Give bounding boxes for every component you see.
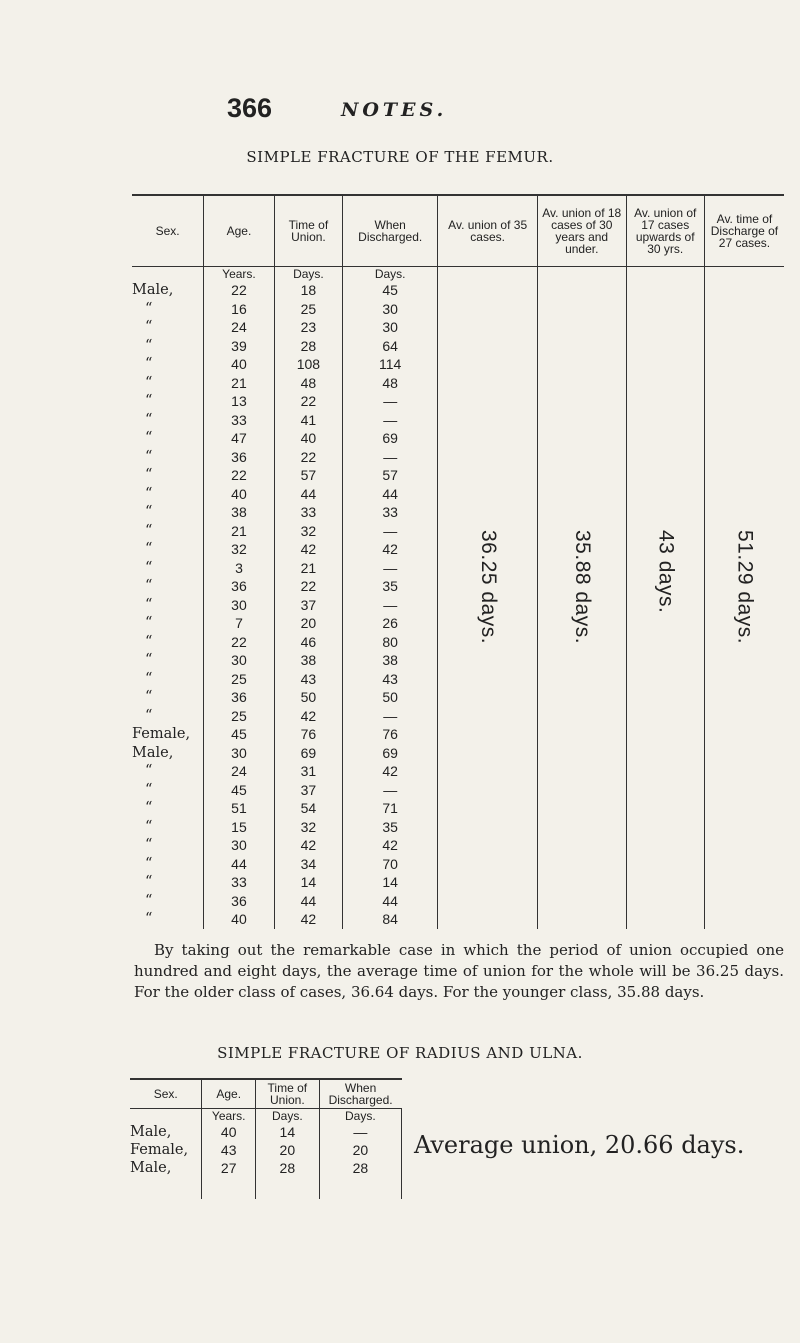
cell-age: 22 (204, 633, 275, 652)
cell-union: 28 (255, 1159, 319, 1177)
cell-discharged: 26 (343, 614, 438, 633)
cell-age: 47 (204, 429, 275, 448)
cell-sex: “ (145, 800, 153, 816)
av-35-value: 36.25 days. (476, 530, 500, 645)
cell-age: 33 (204, 873, 275, 892)
cell-union: 21 (274, 559, 342, 578)
cell-age: 38 (204, 503, 275, 522)
cell-sex: “ (145, 300, 153, 317)
cell-discharged: 43 (343, 670, 438, 689)
col-header-av-35: Av. union of 35 cases. (438, 195, 538, 267)
cell-age: 40 (204, 910, 275, 929)
cell-sex: “ (145, 874, 153, 890)
cell-age: 36 (204, 448, 275, 467)
cell-sex: “ (145, 781, 153, 798)
cell-age: 24 (204, 318, 275, 337)
cell-union: 25 (274, 300, 342, 319)
cell-union: 31 (274, 762, 342, 781)
cell-discharged: 30 (343, 318, 438, 337)
radius-header-row (130, 1079, 402, 1109)
cell-age: 51 (204, 799, 275, 818)
table-row (130, 1141, 402, 1159)
cell-sex: “ (145, 652, 153, 668)
cell-sex: “ (145, 541, 153, 557)
cell-age: 25 (204, 707, 275, 726)
cell-age: 45 (204, 781, 275, 800)
radius-col-union: Time of Union. (255, 1079, 319, 1109)
radius-unit-discharged: Days. (319, 1109, 401, 1124)
radius-table-title: SIMPLE FRACTURE OF RADIUS AND ULNA. (217, 1044, 583, 1062)
cell-union: 44 (274, 892, 342, 911)
cell-sex: “ (145, 411, 153, 428)
unit-age: Years. (204, 267, 275, 282)
cell-age: 22 (204, 281, 275, 300)
cell-union: 57 (274, 466, 342, 485)
cell-union: 33 (274, 503, 342, 522)
cell-union: 22 (274, 577, 342, 596)
cell-age: 40 (202, 1123, 255, 1141)
cell-discharged: 64 (343, 337, 438, 356)
radius-col-age: Age. (202, 1079, 255, 1109)
av-discharge-cell (704, 267, 784, 929)
cell-age: 33 (204, 411, 275, 430)
cell-union: 20 (255, 1141, 319, 1159)
cell-sex: “ (145, 504, 153, 520)
cell-sex: Male, (132, 744, 174, 761)
cell-union: 38 (274, 651, 342, 670)
cell-union: 28 (274, 337, 342, 356)
radius-units-row (130, 1109, 402, 1124)
cell-discharged: 57 (343, 466, 438, 485)
cell-age: 43 (202, 1141, 255, 1159)
cell-discharged: 69 (343, 429, 438, 448)
radius-col-sex: Sex. (130, 1079, 202, 1109)
cell-sex: “ (145, 855, 153, 872)
cell-union: 20 (274, 614, 342, 633)
cell-union: 34 (274, 855, 342, 874)
cell-union: 50 (274, 688, 342, 707)
cell-age: 21 (204, 374, 275, 393)
col-header-av-discharge: Av. time of Discharge of 27 cases. (704, 195, 784, 267)
cell-age: 13 (204, 392, 275, 411)
cell-union: 46 (274, 633, 342, 652)
cell-age: 15 (204, 818, 275, 837)
cell-age: 25 (204, 670, 275, 689)
cell-age: 40 (204, 485, 275, 504)
cell-discharged: 50 (343, 688, 438, 707)
cell-discharged: 45 (343, 281, 438, 300)
cell-age: 40 (204, 355, 275, 374)
cell-discharged: 35 (343, 818, 438, 837)
cell-discharged: 30 (343, 300, 438, 319)
cell-age: 30 (204, 596, 275, 615)
cell-sex: Female, (132, 726, 191, 742)
col-header-av-18: Av. union of 18 cases of 30 years and under. (538, 195, 627, 267)
page-number: 366 (227, 93, 273, 123)
radius-unit-union: Days. (255, 1109, 319, 1124)
cell-sex: “ (145, 633, 153, 650)
cell-discharged: 20 (319, 1141, 401, 1159)
cell-age: 16 (204, 300, 275, 319)
cell-sex: “ (145, 892, 153, 909)
femur-table (132, 194, 784, 929)
cell-age: 45 (204, 725, 275, 744)
col-header-union: Time of Union. (274, 195, 342, 267)
cell-age: 30 (204, 651, 275, 670)
cell-sex: “ (145, 356, 153, 372)
cell-discharged: — (343, 448, 438, 467)
cell-discharged: 71 (343, 799, 438, 818)
cell-age: 22 (204, 466, 275, 485)
av-18-cell (538, 267, 627, 929)
cell-sex: “ (145, 670, 153, 687)
cell-discharged: — (343, 411, 438, 430)
cell-age: 44 (204, 855, 275, 874)
col-header-av-17: Av. union of 17 cases upwards of 30 yrs. (626, 195, 704, 267)
cell-discharged: 69 (343, 744, 438, 763)
av-17-value: 43 days. (654, 530, 678, 614)
cell-discharged: 38 (343, 651, 438, 670)
cell-union: 76 (274, 725, 342, 744)
cell-union: 43 (274, 670, 342, 689)
cell-sex: “ (145, 596, 153, 613)
cell-union: 14 (274, 873, 342, 892)
cell-discharged: 48 (343, 374, 438, 393)
cell-age: 36 (204, 577, 275, 596)
femur-table-title: SIMPLE FRACTURE OF THE FEMUR. (246, 148, 554, 166)
cell-sex: “ (145, 911, 153, 927)
cell-union: 69 (274, 744, 342, 763)
cell-age: 32 (204, 540, 275, 559)
cell-union: 41 (274, 411, 342, 430)
col-header-discharged: When Discharged. (343, 195, 438, 267)
cell-discharged: 33 (343, 503, 438, 522)
av-18-value: 35.88 days. (571, 530, 594, 645)
cell-discharged: 14 (343, 873, 438, 892)
cell-discharged: 84 (343, 910, 438, 929)
cell-discharged: — (343, 707, 438, 726)
cell-sex: “ (145, 763, 153, 779)
cell-age: 36 (204, 892, 275, 911)
summary-paragraph: By taking out the remarkable case in which the period of union occupied one hundred and eight days, the average time of union for the whole will be 36.25 days. For the older class of cases, 36.64 days. For the younger class, 35.88 days. (134, 941, 784, 1001)
cell-sex: “ (145, 522, 153, 539)
cell-union: 37 (274, 596, 342, 615)
cell-union: 48 (274, 374, 342, 393)
cell-sex: Male, (132, 282, 174, 298)
cell-discharged: 42 (343, 540, 438, 559)
cell-union: 37 (274, 781, 342, 800)
cell-sex: “ (145, 319, 153, 335)
table-row (130, 1159, 402, 1177)
cell-union: 22 (274, 448, 342, 467)
unit-discharged: Days. (343, 267, 438, 282)
running-head (0, 93, 800, 133)
cell-sex: “ (145, 559, 153, 576)
cell-age: 27 (202, 1159, 255, 1177)
av-discharge-value: 51.29 days. (733, 530, 757, 645)
cell-union: 18 (274, 281, 342, 300)
cell-discharged: — (319, 1123, 401, 1141)
cell-sex: “ (145, 393, 153, 409)
radius-unit-age: Years. (202, 1109, 255, 1124)
cell-union: 42 (274, 540, 342, 559)
cell-union: 42 (274, 836, 342, 855)
cell-union: 40 (274, 429, 342, 448)
cell-discharged: — (343, 596, 438, 615)
cell-age: 24 (204, 762, 275, 781)
cell-sex: “ (145, 448, 153, 465)
col-header-age: Age. (204, 195, 275, 267)
cell-discharged: 35 (343, 577, 438, 596)
cell-union: 22 (274, 392, 342, 411)
cell-union: 108 (274, 355, 342, 374)
radius-table (130, 1078, 402, 1199)
cell-discharged: 114 (343, 355, 438, 374)
radius-average-note: Average union, 20.66 days. (414, 1131, 745, 1159)
cell-sex: “ (145, 837, 153, 853)
cell-sex: “ (145, 337, 153, 354)
cell-union: 23 (274, 318, 342, 337)
col-header-sex: Sex. (132, 195, 204, 267)
cell-sex: “ (145, 467, 153, 483)
cell-discharged: 44 (343, 485, 438, 504)
cell-age: 3 (204, 559, 275, 578)
cell-sex: “ (145, 430, 153, 446)
cell-age: 30 (204, 836, 275, 855)
cell-discharged: 76 (343, 725, 438, 744)
cell-age: 36 (204, 688, 275, 707)
cell-union: 14 (255, 1123, 319, 1141)
cell-sex: Male, (130, 1160, 172, 1176)
cell-age: 39 (204, 337, 275, 356)
cell-union: 44 (274, 485, 342, 504)
cell-union: 54 (274, 799, 342, 818)
cell-sex: “ (145, 707, 153, 724)
cell-discharged: 80 (343, 633, 438, 652)
cell-discharged: 42 (343, 836, 438, 855)
cell-age: 21 (204, 522, 275, 541)
cell-sex: Female, (130, 1142, 189, 1158)
cell-age: 30 (204, 744, 275, 763)
cell-union: 42 (274, 910, 342, 929)
cell-discharged: — (343, 781, 438, 800)
femur-header-row (132, 195, 784, 267)
cell-discharged: — (343, 392, 438, 411)
cell-sex: “ (145, 818, 153, 835)
cell-sex: “ (145, 374, 153, 391)
cell-discharged: — (343, 559, 438, 578)
av-35-cell (438, 267, 538, 929)
cell-age: 7 (204, 614, 275, 633)
units-row (132, 267, 784, 282)
cell-discharged: — (343, 522, 438, 541)
cell-sex: “ (145, 485, 153, 502)
cell-sex: “ (145, 578, 153, 594)
running-title: NOTES. (341, 99, 448, 121)
cell-union: 32 (274, 522, 342, 541)
cell-discharged: 42 (343, 762, 438, 781)
cell-sex: “ (145, 615, 153, 631)
radius-col-discharged: When Discharged. (319, 1079, 401, 1109)
table-row (130, 1123, 402, 1141)
av-17-cell (626, 267, 704, 929)
cell-discharged: 44 (343, 892, 438, 911)
cell-union: 42 (274, 707, 342, 726)
cell-discharged: 28 (319, 1159, 401, 1177)
cell-sex: Male, (130, 1124, 172, 1140)
cell-sex: “ (145, 689, 153, 705)
unit-union: Days. (274, 267, 342, 282)
cell-union: 32 (274, 818, 342, 837)
cell-discharged: 70 (343, 855, 438, 874)
